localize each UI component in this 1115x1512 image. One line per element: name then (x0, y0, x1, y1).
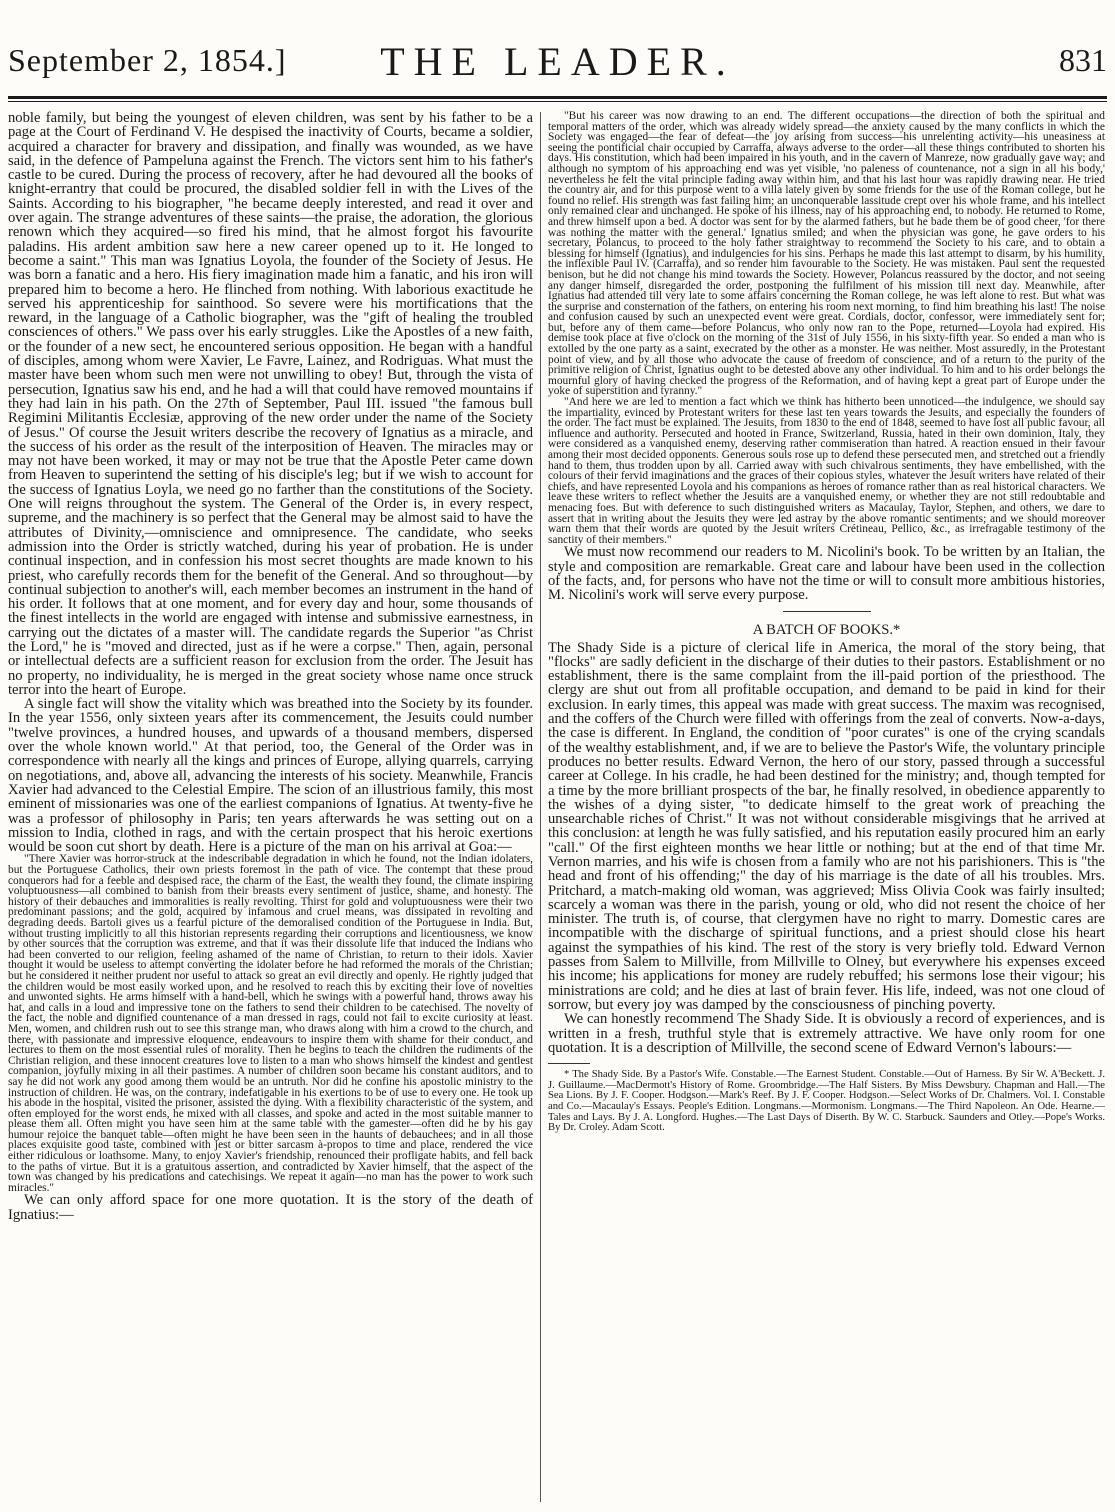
issue-date: September 2, 1854.] (8, 42, 287, 78)
footnote: * The Shady Side. By a Pastor's Wife. Constable.—The Earnest Student. Constable.—Out of Harness. By Sir W. A'Beckett. J. J. Guillaume.—MacDermott's History of Rome. Groombridge.—The Half Sisters. By Miss Dewsbury. Chapman and Hall.—The Sea Lions. By J. F. Cooper. Hodgson.—Mark's Reef. By J. F. Cooper. Hodgson.—Select Works of Dr. Chalmers. Vol. I. Constable and Co.—Macaulay's Essays. People's Edition. Longmans.—Mormonism. Longmans.—The Third Napoleon. An Ode. Hearne.—Tales and Lays. By J. A. Longford. Hughes.—The Last Days of Diserth. By W. C. Starbuck. Saunders and Otley.—Pope's Works. By Dr. Croley. Adam Scott. (548, 1069, 1105, 1134)
right-column (548, 111, 1105, 1506)
recommendation-paragraph: We must now recommend our readers to M. Nicolini's book. To be written by an Italian, the style and composition are remarkable. Great care and labour have been used in the collection of the facts, and, for persons who have not the time or will to consult more ambitious histories, M. Nicolini's work will serve every purpose. (548, 544, 1105, 604)
article-paragraph-3: We can only afford space for one more quotation. It is the story of the death of Ignatius:— (8, 1192, 533, 1223)
ignatius-death-quotation: "But his career was now drawing to an end. The different occupations—the direction of both the spiritual and temporal matters of the order, which was already widely spread—the anxiety caused by the many conflicts in which the Society was engaged—the fear of defeat—the joy arising from success—his unrelenting activity—his uneasiness at seeing the pontificial chair occupied by Carraffa, always adverse to the order—all these things contributed to shorten his days. His constitution, which had been impaired in his youth, and in the cavern of Manreze, now gradually gave way; and although no symptom of his approaching end was yet visible, 'no paleness of countenance, not a sign in all his body,' nevertheless he felt the vital principle fading away within him, and that his last hour was rapidly drawing near. He tried the country air, and for this purpose went to a villa lately given by some friends for the use of the Roman college, but he found no relief. His strength was fast failing him; an unconquerable lassitude crept over his whole frame, and his intellect only remained clear and unchanged. He spoke of his illness, nay of his approaching end, to nobody. He returned to Rome, and threw himself upon a bed. A doctor was sent for by the alarmed fathers, but he bade them be of good cheer, 'for there was nothing the matter with the general.' Ignatius smiled; and when the physician was gone, he gave orders to his secretary, Polancus, to proceed to the holy father straightway to recommend the Society to his care, and to obtain a blessing for himself (Ignatius), and indulgencies for his sins. Perhaps he made this last attempt to disarm, by his humility, the inflexible Paul IV. (Carraffa), and so render him favourable to the Society. He was mistaken. Paul sent the requested benison, but he did not change his mind towards the Society. However, Polancus reassured by the doctor, and not seeing any danger himself, disregarded the order, postponing the fulfilment of his mission till next day. Meanwhile, after Ignatius had attended till very late to some affairs concerning the Roman college, he was left alone to rest. But what was the surprise and consternation of the fathers, on entering his room next morning, to find him breathing his last! The noise and confusion caused by such an unexpected event were great. Cordials, doctor, confessor, were immediately sent for; but, before any of them came—before Polancus, who only now ran to the Pope, returned—Loyola had expired. His demise took place at five o'clock on the morning of the 31st of July 1556, in his sixty-fifth year. So ended a man who is extolled by the one party as a saint, execrated by the other as a monster. He was neither. Most assuredly, in the Protestant point of view, and by all those who advocate the cause of freedom of conscience, and of a return to the purity of the primitive religion of Christ, Ignatius ought to be detested above any other individual. To him and to his order belongs the mournful glory of having checked the progress of the Reformation, and of having kept a great part of Europe under the yoke of superstition and tyranny." (548, 111, 1105, 398)
batch-paragraph-1: The Shady Side is a picture of clerical life in America, the moral of the story being, that "flocks" are sadly deficient in the discharge of their duties to their pastors. Establishment or no establishment, there is the same complaint from the ill-paid portion of the priesthood. The clergy are shut out from all profitable occupation, and demand to be paid in kind for their exclusion. In early times, this appeal was made with great success. The maxim was recognised, and the coffers of the Church were filled with offerings from the zeal of converts. Now-a-days, the case is different. In England, the condition of "poor curates" is one of the crying scandals of the wealthy establishment, and, if we are to believe the Pastor's Wife, the voluntary principle produces no better results. Edward Vernon, the hero of our story, passed through a successful career at College. In his cradle, he had been destined for the ministry; and, though tempted for a time by the more brilliant prospects of the bar, he finally resolved, in obedience apparently to the wishes of a dying sister, "to dedicate himself to the great work of preaching the unsearchable riches of Christ." It was not without considerable misgivings that he arrived at this conclusion: at length he was fully satisfied, and his reputation easily procured him an early "call." Of the first eighteen months we hear little or nothing; but at the end of that time Mr. Vernon marries, and his wife is chosen from a family who are not his parishioners. This is "the head and front of his offending;" the day of his marriage is the date of all his troubles. Mrs. Pritchard, a match-making old woman, was aggrieved; Miss Olivia Cook was fairly insulted; scarcely a woman was there in the parish, young or old, who did not resent the choice of her minister. The truth is, of course, that clergymen have no right to marry. Domestic cares are incompatible with the discharge of spiritual functions, and a priest should close his heart against the sympathies of his kind. The rest of the story is very briefly told. Edward Vernon passes from Salem to Millville, from Millville to Olney, but everywhere his expenses exceed his income; his applications for money are rudely rebuffed; his sermons lose their vigour; his ministrations are cold; and he dies at last of brain fever. His life, indeed, was not one cloud of sorrow, but every joy was damped by the consciousness of pinching poverty. (548, 639, 1105, 1013)
article-paragraph-2: A single fact will show the vitality which was breathed into the Society by its founder. In the year 1556, only sixteen years after its commencement, the Jesuits could number "twelve provinces, a hundred houses, and upwards of a thousand members, dispersed over the whole known world." At that period, too, the General of the Order was in correspondence with nearly all the kings and princes of Europe, allying quarrels, carrying on negotiations, and, above all, advancing the interests of his society. Meanwhile, Francis Xavier had advanced to the Celestial Empire. The scion of an illustrious family, this most eminent of missionaries was one of the earliest companions of Ignatius. At twenty-five he was a professor of philosophy in Paris; ten years afterwards he was setting out on a mission to India, clothed in rags, and with the certain prospect that his heroic exertions would be soon cut short by death. Here is a picture of the man on his arrival at Goa:— (8, 696, 533, 856)
section-heading: A BATCH OF BOOKS.* (752, 621, 901, 638)
masthead (8, 0, 1107, 100)
newspaper-title: THE LEADER. (380, 39, 735, 84)
masthead-rule-thick (8, 96, 1107, 99)
page-number: 831 (1059, 42, 1107, 78)
column-divider (540, 112, 541, 1502)
article-paragraph-1: noble family, but being the youngest of eleven children, was sent by his father to be a page at the Court of Ferdinand V. He despised the inactivity of Courts, became a soldier, acquired a character for bravery and dissipation, and finally was wounded, as we have said, in the defence of Pampeluna against the French. The victors sent him to his father's castle to be cured. During the process of recovery, after he had devoured all the books of knight-errantry that could be procured, the disabled soldier fell in with the Lives of the Saints. According to his biographer, "he became deeply interested, and read it over and over again. The strange adventures of these saints—the praise, the adoration, the glorious renown which they acquired—so fired his mind, that he almost forgot his favourite paladins. His ardent ambition saw here a new career opened up to it. He longed to become a saint." This man was Ignatius Loyola, the founder of the Society of Jesus. He was born a fanatic and a hero. His fiery imagination made him a fanatic, and his iron will prepared him to become a hero. He flinched from nothing. With laborious exactitude he served his apprenticeship for sainthood. So severe were his mortifications that the reward, in the language of a Catholic biographer, was the "gift of healing the troubled consciences of others." We pass over his early struggles. Like the Apostles of a new faith, or the founder of a new sect, he encountered serious opposition. He began with a handful of disciples, among whom were Xavier, Le Favre, Lainez, and Rodriguas. What must the master have been whom such men were not unwilling to obey! But, through the vista of persecution, Ignatius saw his end, and he had a will that could have removed mountains if they had lain in his path. On the 27th of September, Paul III. issued "the famous bull Regimini Militantis Ecclesiæ, approving of the new order under the name of the Society of Jesus." Of course the Jesuit writers describe the recovery of Ignatius as a miracle, and the success of his order as the result of the interposition of Heaven. The miracles may or may not have been worked, it may or may not be true that the Apostle Peter came down from Heaven to superintend the setting of his disciple's leg; but if we wish to account for the success of Ignatius Loyla, we need go no farther than the constitutions of the Society. One will reigns throughout the system. The General of the Order is, in every respect, supreme, and the machinery is so perfect that the General may be almost said to have the attributes of Divinity,—omniscience and omnipresence. The candidate, who seeks admission into the Order is strictly watched, during his year of probation. He is under continual inspection, and in confession his most secret thoughts are made known to his priest, who carefully records them for the benefit of the General. And so throughout—by continual subjection to another's will, each member becomes an instrument in the hand of his order. It follows that at one moment, and for every day and hour, some thousands of the finest intellects in the world are engaged with intense and submissive earnestness, in carrying out the dictates of a master will. The candidate regards the Superior "as Christ the Lord," he is "moved and directed, just as if he were a corpse." Then, again, personal or intellectual defects are a sufficient reason for exclusion from the order. The Jesuit has no property, no individuality, he is merged in the great society whose name once struck terror into the heart of Europe. (8, 111, 533, 698)
section-separator (783, 611, 871, 612)
left-column (8, 111, 533, 1506)
xavier-quotation: "There Xavier was horror-struck at the indescribable degradation in which he found, not the Indian idolaters, but the Portuguese Catholics, their own priests foremost in the path of vice. The contempt that these proud conquerors had for a feeble and despised race, the charm of the East, the wealth they found, the climate inspiring voluptuousness—all combined to banish from their breasts every sentiment of justice, shame, and honesty. The history of their debauches and immoralities is really revolting. Thirst for gold and voluptuousness were their two predominant passions; and the gold, acquired by infamous and cruel means, was dissipated in revolting and degrading deeds. Bartoli gives us a fearful picture of the demoralised condition of the Portuguese in India. But, without trusting implicitly to all this historian represents regarding their corruptions and licentiousness, we know by other sources that the corruption was extreme, and that it was their dissolute life that induced the Indians who had been converted to our religion, feeling ashamed of the name of Christian, to return to their idols. Xavier thought it would be useless to attempt converting the idolater before he had reformed the morals of the Christian; but he considered it neither prudent nor useful to attack so great an evil directly and openly. He rightly judged that the children would be most easily worked upon, and he resolved to reach this by exciting their love of novelties and unwonted sights. He arms himself with a hand-bell, which he swings with a powerful hand, throws away his hat, and calls in a loud and impressive tone on the fathers to send their children to be catechised. The novelty of the fact, the noble and dignified countenance of a man dressed in rags, could not fail to excite curiosity at least. Men, women, and children rush out to see this strange man, who draws along with him a crowd to the church, and there, with passionate and impressive eloquence, endeavours to inspire them with shame for their conduct, and lectures to them on the most essential rules of morality. Then he begins to teach the children the rudiments of the Christian religion, and these innocent creatures love to listen to a man who shows himself the kindest and gentlest companion, joyfully mixing in all their pastimes. A number of children soon became his constant auditors, and to say he did not work any good among them would be an untruth. Nor did he confine his apostolic ministry to the instruction of children. He was, on the contrary, indefatigable in his exertions to be of use to every one. He took up his abode in the hospital, visited the prisoner, assisted the dying. With a flexibility characteristic of the system, and often employed for the worst ends, he mixed with all classes, and spoke and acted in the most suitable manner to please them all. Often might you have seen him at the same table with the gamester—often did he by his gay humour rejoice the banquet table—often might he have been seen in the haunts of debauchees; and in all those places exquisite good taste, combined with jest or bitter sarcasm à-propos to time and place, rendered the vice either ridiculous or loathsome. Many, to enjoy Xavier's friendship, renounced their profligate habits, and fell back to the paths of virtue. But it is a gratuitous assertion, and contradicted by Xavier himself, that the aspect of the town was changed by his predications and catechisings. We repeat it again—no man has the power to work such miracles." (8, 853, 533, 1194)
footnote-rule (548, 1063, 590, 1064)
masthead-rule-thin (8, 101, 1107, 102)
batch-paragraph-2: We can honestly recommend The Shady Side. It is obviously a record of experiences, and is written in a fresh, truthful style that is extremely attractive. We have only room for one quotation. It is a description of Millville, the second scene of Edward Vernon's labours:— (548, 1011, 1105, 1056)
jesuit-writers-quotation: "And here we are led to mention a fact which we think has hitherto been unnoticed—the indulgence, we should say the impartiality, evinced by Protestant writers for these last ten years towards the Jesuits, and especially the founders of the order. The fact must be explained. The Jesuits, from 1830 to the end of 1848, seemed to have lost all public favour, all influence and authority. Persecuted and hooted in France, Switzerland, Russia, hated in their own dominion, Italy, they were considered as a vanquished enemy, deserving rather commiseration than hatred. A reaction ensued in their favour among their most decided opponents. Generous souls rose up to defend these persecuted men, and stretched out a friendly hand to them, thus trodden upon by all. Carried away with such chivalrous sentiments, they have embellished, with the colours of their fervid imaginations and the graces of their copious styles, whatever the Jesuit writers have related of their chiefs, and have represented Loyola and his companions as heroes of romance rather than as real historical characters. We leave these writers to reflect whether the Jesuits are a vanquished enemy, or whether they are not still redoubtable and menacing foes. But with deference to such distinguished writers as Macaulay, Taylor, Stephen, and others, we dare to assert that in writing about the Jesuits they were led astray by the above romantic sentiments; and we should moreover warn them that their words are quoted by the Jesuit writers Crétineau, Pellico, &c., as irrefragable testimony of the sanctity of their members." (548, 396, 1105, 546)
